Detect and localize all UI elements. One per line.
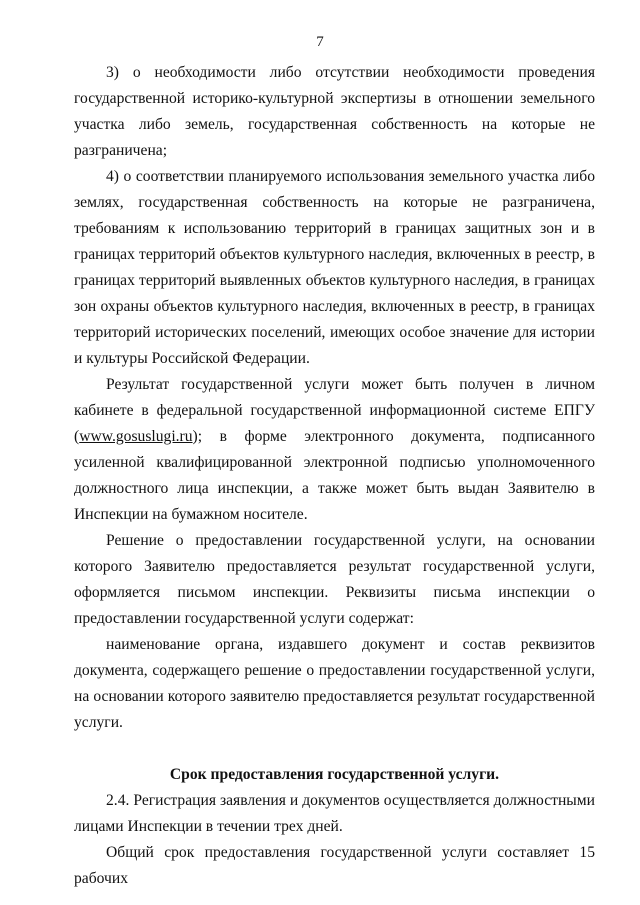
section-heading: Срок предоставления государственной услуги. bbox=[169, 766, 500, 783]
result-text-end: ); в форме электронного документа, подписанного усиленной квалифицированной электронной подписью уполномоченного должностного лица инспекции, а также может быть выдан Заявителю в Инспекции на бумажном носителе. bbox=[74, 428, 595, 523]
document-body bbox=[74, 60, 595, 892]
paragraph-result bbox=[74, 372, 595, 528]
paragraph-item-4: 4) о соответствии планируемого использования земельного участка либо землях, государственная собственность на которые не разграничена, требованиям к использованию территорий в границах защитных зон и в границах территорий объектов культурного наследия, включенных в реестр, в границах территорий выявленных объектов культурного наследия, в границах зон охраны объектов культурного наследия, включенных в реестр, в границах территорий исторических поселений, имеющих особое значение для истории и культуры Российской Федерации. bbox=[74, 168, 595, 367]
paragraph-term: Общий срок предоставления государственной услуги составляет 15 рабочих bbox=[74, 844, 595, 887]
paragraph-item-3: 3) о необходимости либо отсутствии необходимости проведения государственной историко-культурной экспертизы в отношении земельного участка либо земель, государственная собственность на которые не разграничена; bbox=[74, 64, 595, 159]
paragraph-decision: Решение о предоставлении государственной услуги, на основании которого Заявителю предоставляется результат государственной услуги, оформляется письмом инспекции. Реквизиты письма инспекции о предоставлении государственной услуги содержат: bbox=[74, 532, 595, 627]
gosuslugi-link[interactable]: www.gosuslugi.ru bbox=[79, 428, 193, 445]
paragraph-requisites: наименование органа, издавшего документ и состав реквизитов документа, содержащего решение о предоставлении государственной услуги, на основании которого заявителю предоставляется результат государственной услуги. bbox=[74, 636, 595, 731]
result-text-start: Результат государственной услуги может быть получен в личном кабинете в федеральной государственной информационной системе ЕПГУ ( bbox=[74, 376, 595, 445]
paragraph-registration: 2.4. Регистрация заявления и документов осуществляется должностными лицами Инспекции в течении трех дней. bbox=[74, 792, 595, 835]
page-number: 7 bbox=[316, 34, 324, 50]
